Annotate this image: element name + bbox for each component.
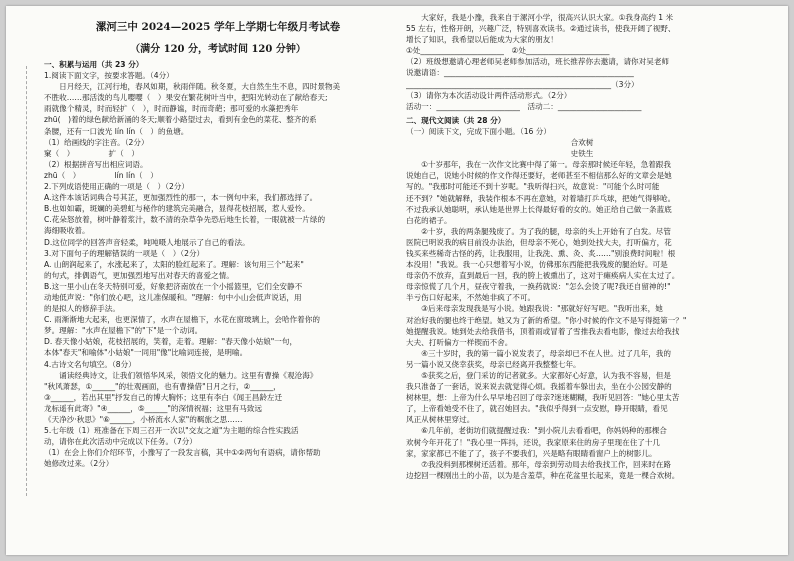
text-line: ④三十岁时，我的第一篇小说发表了，母亲却已不在人世。过了几年，我的 xyxy=(406,348,671,358)
text-line: 窠（ ） 扩（ ） xyxy=(44,148,139,158)
text-line: 欢树今年开花了！"我心里一阵抖，还说，我家原来住的房子里现在住了十几 xyxy=(406,437,661,447)
text-line: ______________________________________________________（3分） xyxy=(406,79,639,89)
text-line: 动，请你在此次活动中完成以下任务。（7分） xyxy=(44,437,197,447)
text-line: D. 春天像小姑娘，花枝招展的，笑着，走着。理解："春天像小姑娘"一句， xyxy=(44,337,298,347)
text-line: 的是拟人的修辞手法。 xyxy=(44,304,120,314)
text-line: ③后来母亲发现我是写小说。她跟我说："那就好好写吧。"我听出来，她 xyxy=(406,304,663,314)
text-line: 日月经天，江河行地，春风如期，秋雨伴随。秋冬夏，大自然生生不息，四时景物美 xyxy=(44,82,341,92)
exam-subtitle: （满分 120 分，考试时间 120 分钟） xyxy=(130,44,306,55)
text-line: 大家好，我是小豫，我来自于漯河小学，很高兴认识大家。①我身高约 1 米 xyxy=(406,13,674,22)
text-line: ①十岁那年，我在一次作文比赛中得了第一。母亲那时候还年轻，急着跟我 xyxy=(406,160,671,170)
text-line: "秋风萧瑟，①______"的壮观画面，也有曹操借"日月之行，②______， xyxy=(44,381,281,391)
exam-paper xyxy=(6,6,788,555)
text-line: 她提醒我说。她到处去给我借书，顶着雨或冒着了雪推我去看电影，像过去给我找 xyxy=(406,326,680,336)
text-line: 母亲仍不放弃，直到最后一回，我的胯上被熏出了，这对于瘫痪病人实在太过了。 xyxy=(406,271,680,281)
text-line: 白花的裙子。 xyxy=(406,215,452,225)
text-line: 另一篇小说又侥幸获奖，母亲已经离开我整整七年。 xyxy=(406,359,581,369)
text-line: 本体"春天"和喻体"小姑娘"一同用"像"比喻词连接，是明喻。 xyxy=(44,348,248,358)
text-line: 梦。理解："水声在屋檐下"的"下"是一个动词。 xyxy=(44,326,203,336)
text-line: 2.下列成语使用正确的一项是（ ）（2分） xyxy=(44,182,189,192)
text-line: 条腰，还有一口波光 lín lín（ ）的鱼塘。 xyxy=(44,126,189,136)
text-line: zhū（ ） lín lín（ ） xyxy=(44,170,158,180)
text-line: 说邀请语：__________________________________________________ xyxy=(406,68,634,78)
story-title: 合欢树 xyxy=(570,138,594,148)
text-line: ③______，若出其里"抒发自己的博大胸怀；这里有李白《闻王昌龄左迁 xyxy=(44,392,283,402)
text-line: 钱买来些稀奇古怪的药，让我服用，让我洗、熏、灸、炙……"别浪费时间啦！根 xyxy=(406,248,676,258)
text-line: zhū( )着的绿色献给新涌的冬天;顺着小路望过去，看到有金色的菜花、整齐的系 xyxy=(44,115,317,125)
text-line: D.这位同学的回答声音轻柔，吨吨嗫人地展示了自己的看法。 xyxy=(44,237,250,247)
text-line: 不胜收……那活泼的鸟儿嘤嘤（ ）果安在繁花树叶当中，把阳光转动在了献给春天; xyxy=(44,93,328,103)
text-line: ①处______________________ ②处______________________ xyxy=(406,46,610,56)
story-author: 史铁生 xyxy=(570,149,594,159)
text-line: 活动一：______________________ 活动二：______________________ xyxy=(406,101,642,111)
text-line: （3）请你为本次活动设计两件活动形式。（2分） xyxy=(406,90,572,100)
left-column xyxy=(44,12,392,469)
text-line: 5.七年级（1）班准备在下周三召开一次以"交友之道"为主题的综合性实践活 xyxy=(44,426,299,436)
text-line: B.也如如霸，斑斓的美碧虹与秘作的建筑完美融合，显得花枝招展，惹人爱怜。 xyxy=(44,204,310,214)
text-line: 树林里，想：上帝为什么早早地召回了母亲?迷迷糊糊，我听见回答："她心里太苦 xyxy=(406,393,680,403)
text-line: 风正从树林里穿过。 xyxy=(406,415,475,425)
text-line: 龙标遥有此寄》"④______，⑤______"的深情祝福；这里有马致远 xyxy=(44,403,263,413)
section-two-heading: 二、现代文阅读（共 28 分） xyxy=(406,115,506,125)
text-line: 了，上帝看她受不住了，就召她回去。"我似乎得到一点安慰，睁开眼睛，看见 xyxy=(406,404,668,414)
text-line: 诵读经典诗文，让我们领悟华风采，领悟文化的魅力。这里有曹操《观沧海》 xyxy=(44,370,318,380)
text-line: ②十岁，我的两条腿残废了。为了我的腿，母亲的头上开始有了白发。尽管 xyxy=(406,226,671,236)
text-line: C.花朵怒放着，树叶静着浆汁，数不清的杂草争先恐后地生长着，一眼就被一片绿的 xyxy=(44,215,326,225)
text-line: 《天净沙·秋思》"⑥______，小桥流水人家"的羁旅之思…… xyxy=(44,415,243,424)
text-line: 增长了知识，我希望以后能成为大家的朋友！ xyxy=(406,35,558,45)
text-line: 我只准备了一套话，说来说去就觉得心烦。我摇着车躲出去，坐在小公园安静的 xyxy=(406,382,672,392)
text-line: 海细吸收着。 xyxy=(44,226,90,236)
text-line: 不过我承认她聪明，承认她是世界上长得最好看的女的。她正给自己做一条蓝底 xyxy=(406,204,672,214)
text-line: （1）给画线的字注音。（2分） xyxy=(44,137,149,147)
text-line: ⑦我没料到那棵树还活着。那年，母亲到劳动局去给我找工作，回来时在路 xyxy=(406,459,671,469)
text-line: 对治好我的腿也终于绝望。她又为了新的希望。"你小时候的作文不是写得挺第一？" xyxy=(406,315,687,325)
text-line: （2）根据拼音写出相应词语。 xyxy=(44,159,148,169)
text-line: 半亏伤口好起来，不然她非疯了不可。 xyxy=(406,293,536,303)
text-line: 医院已明说我的病目前没办法治，但母亲不死心，她到处找大夫，打听偏方，花 xyxy=(406,237,672,247)
right-text-block-top xyxy=(406,12,758,112)
text-line: 家，家家都已不能了了，孩子不要我们，兴是略有眼睛看窗户上的树影儿。 xyxy=(406,448,657,458)
story-text-block xyxy=(406,159,758,481)
right-column xyxy=(406,12,758,481)
text-line: A.这件本该话词典合号其芷，更加强烈性的那一，本一例句中来，我们都选择了。 xyxy=(44,193,318,203)
text-line: 还不到？"她就解释，我装作根本不再在意她，对着墙打乒乓球，把她气得够呛。 xyxy=(406,193,676,203)
exam-title: 漯河三中 2024—2025 学年上学期七年级月考试卷 xyxy=(95,21,341,33)
binding-margin xyxy=(12,66,27,496)
text-line: 4.古诗文名句填空。（8分） xyxy=(44,359,136,369)
text-line: 的句式，排偶语气，更加强烈地写出对春天的喜爱之情。 xyxy=(44,270,234,280)
text-line: 边挖回一棵刚出土的小苗，以为是含羞草，种在花盆里长起来，竟是一棵合欢树。 xyxy=(406,470,680,480)
text-line: 她修改过来。（2分） xyxy=(44,459,114,469)
text-line: （2）班级想邀请心理老师吴老师参加活动，班长推荐你去邀请，请你对吴老师 xyxy=(406,57,670,67)
reading-intro: （一）阅读下文，完成下面小题。（16 分） xyxy=(406,126,551,136)
text-line: 大夫、打听偏方一样锲而不舍。 xyxy=(406,337,513,347)
text-line: ⑤获奖之后，登门采访的记者就多。大家都好心好意，认为我不容易，但是 xyxy=(406,371,671,380)
text-line: 55 左右，性格开朗，兴趣广泛，特别喜欢读书。②通过读书，使我开阔了视野、 xyxy=(406,24,676,34)
text-line: 3.对下面句子的理解错误的一项是（ ）（2分） xyxy=(44,248,205,258)
text-line: 写的。"我那时可能还不到十岁呢。"我听得扫兴，故意说："可能个么时可能 xyxy=(406,182,660,192)
text-line: 雨就像个精灵，时而轻扩（ ），时而静谧，时而奇葩；那可爱的水藻把秀年 xyxy=(44,104,299,114)
text-line: 动地低声说："你们放心吧，这儿准保暖和。"理解：句中小山会低声说话，用 xyxy=(44,292,302,302)
text-line: C. 雨渐渐地大起来，也更深情了，水声在屋檐下，水花在窗玻璃上，会哈作着你的 xyxy=(44,315,320,325)
text-line: 1.阅读下面文字，按要求答题。（4分） xyxy=(44,71,174,81)
text-line: A. 山朗润起来了，水涨起来了，太阳的脸红起来了。理解：该句用三个"起来" xyxy=(44,259,304,269)
text-line: 说她自己，说她小时候的作文作得还要好，老师甚至不相信那么好的文章会是她 xyxy=(406,171,672,181)
text-line: ⑥几年前，老街坊们就提醒过我："到小院儿去看看吧，你妈妈种的那棵合 xyxy=(406,426,667,436)
text-line: 本没用！"我说。我一心只想着写小说，仿佛那东西能把我残废的腿治好。可是 xyxy=(406,260,668,270)
text-line: 母亲惊慌了几个月，昼夜守着我，一换药就说："怎么会烫了呢?我还自留神的!" xyxy=(406,282,671,292)
text-line: B.这一里小山在冬天特别可爱，好象把济南放在一个小摇篮里，它们全安静不 xyxy=(44,281,303,291)
left-text-block xyxy=(44,59,392,469)
text-line: （1）在会上你们介绍环节，小豫写了一段发言稿，其中①②两句有语病，请你帮助 xyxy=(44,448,321,458)
text-line: 一、积累与运用（共 23 分） xyxy=(44,60,144,69)
